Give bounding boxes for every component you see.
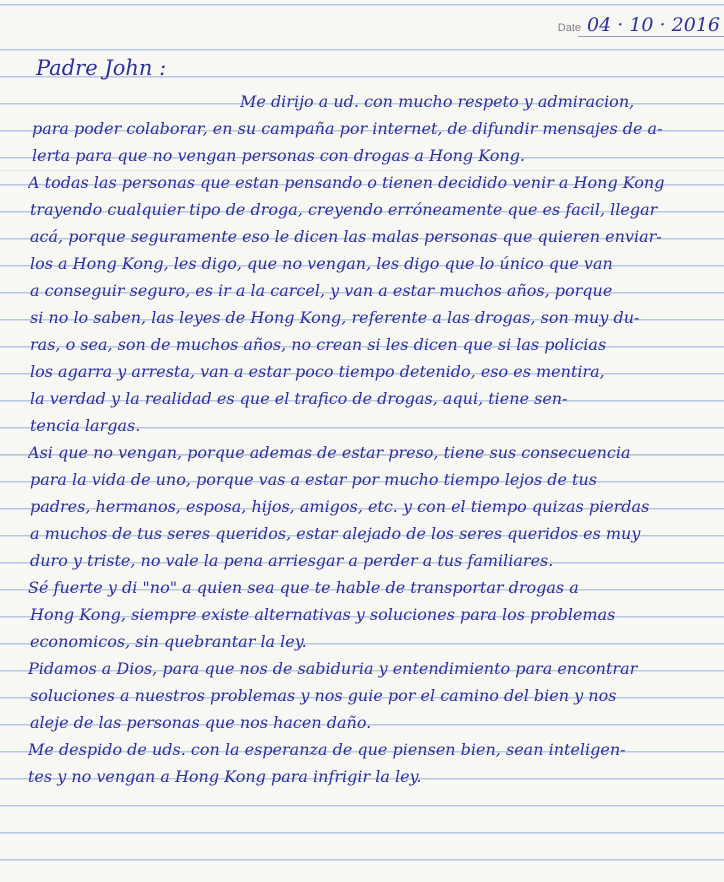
letter-line: para la vida de uno, porque vas a estar por mucho tiempo lejos de tus xyxy=(30,470,597,489)
letter-line: economicos, sin quebrantar la ley. xyxy=(30,632,307,651)
letter-line: los a Hong Kong, les digo, que no vengan, les digo que lo único que van xyxy=(30,254,613,273)
handwritten-date: 04 · 10 · 2016 xyxy=(587,14,720,36)
letter-line: a conseguir seguro, es ir a la carcel, y van a estar muchos años, porque xyxy=(30,281,613,300)
date-underline xyxy=(578,36,724,37)
letter-greeting: Padre John : xyxy=(36,56,167,80)
letter-line: acá, porque seguramente eso le dicen las malas personas que quieren enviar- xyxy=(30,227,662,246)
letter-line: aleje de las personas que nos hacen daño. xyxy=(30,713,372,732)
letter-line: Pidamos a Dios, para que nos de sabiduria y entendimiento para encontrar xyxy=(28,659,638,678)
letter-line: Me despido de uds. con la esperanza de que piensen bien, sean inteligen- xyxy=(28,740,626,759)
letter-line: Sé fuerte y di "no" a quien sea que te hable de transportar drogas a xyxy=(28,578,579,597)
letter-line: Asi que no vengan, porque ademas de estar preso, tiene sus consecuencia xyxy=(28,443,631,462)
letter-line: soluciones a nuestros problemas y nos guie por el camino del bien y nos xyxy=(30,686,617,705)
letter-line: lerta para que no vengan personas con drogas a Hong Kong. xyxy=(32,146,526,165)
letter-line: tencia largas. xyxy=(30,416,141,435)
letter-line: duro y triste, no vale la pena arriesgar a perder a tus familiares. xyxy=(30,551,554,570)
letter-line: Me dirijo a ud. con mucho respeto y admiracion, xyxy=(240,92,635,111)
letter-line: a muchos de tus seres queridos, estar alejado de los seres queridos es muy xyxy=(30,524,641,543)
letter-line: la verdad y la realidad es que el trafico de drogas, aqui, tiene sen- xyxy=(30,389,568,408)
letter-line: Hong Kong, siempre existe alternativas y soluciones para los problemas xyxy=(30,605,616,624)
letter-line: si no lo saben, las leyes de Hong Kong, referente a las drogas, son muy du- xyxy=(30,308,640,327)
date-field xyxy=(558,14,720,36)
letter-line: los agarra y arresta, van a estar poco tiempo detenido, eso es mentira, xyxy=(30,362,605,381)
letter-line: tes y no vengan a Hong Kong para infrigir la ley. xyxy=(28,767,422,786)
letter-line: para poder colaborar, en su campaña por internet, de difundir mensajes de a- xyxy=(32,119,663,138)
letter-line: ras, o sea, son de muchos años, no crean si les dicen que si las policias xyxy=(30,335,607,354)
date-label: Date xyxy=(557,22,582,34)
letter-line: trayendo cualquier tipo de droga, creyendo erróneamente que es facil, llegar xyxy=(30,200,658,219)
letter-line: padres, hermanos, esposa, hijos, amigos, etc. y con el tiempo quizas pierdas xyxy=(30,497,650,516)
letter-line: A todas las personas que estan pensando o tienen decidido venir a Hong Kong xyxy=(28,173,665,192)
